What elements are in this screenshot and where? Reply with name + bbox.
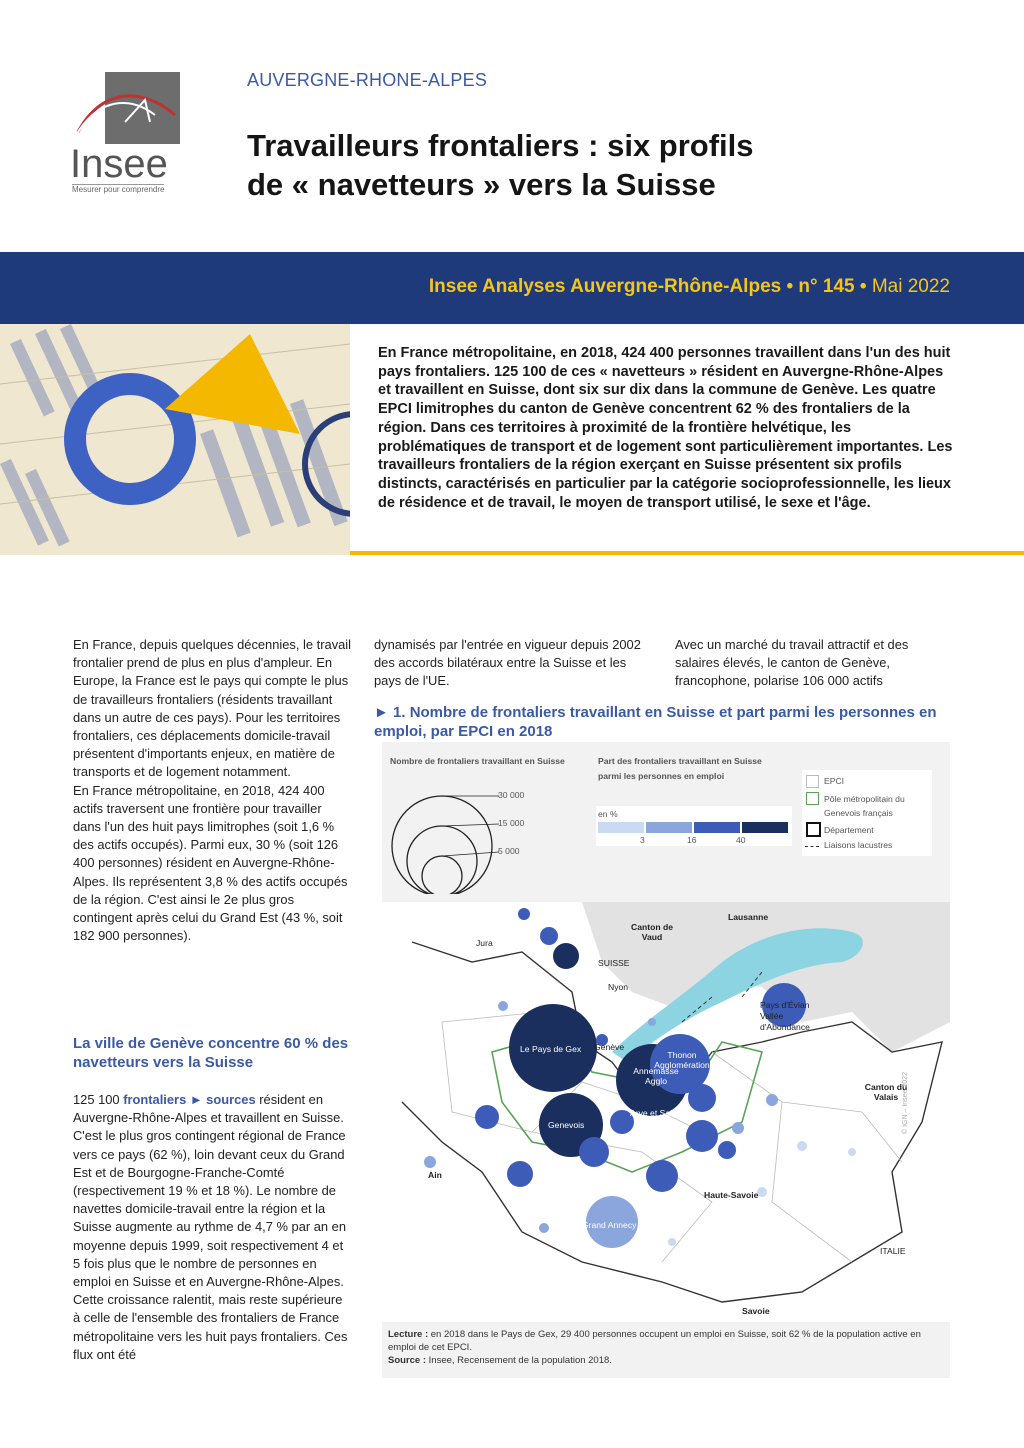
map-label: Ain: [428, 1170, 442, 1180]
figure-title: ► 1. Nombre de frontaliers travaillant en Suisse et part parmi les personnes en emploi, par EPCI en 2018: [374, 704, 937, 740]
legend-label: Pôle métropolitain du Genevois français: [824, 794, 905, 818]
issue-number: n° 145: [798, 276, 855, 297]
map-label: Savoie: [742, 1306, 770, 1316]
color-break: 3: [640, 835, 645, 845]
color-swatch: [646, 822, 692, 833]
lecture-label: Lecture :: [388, 1329, 429, 1340]
region-label: AUVERGNE-RHONE-ALPES: [247, 70, 488, 90]
map-label: Nyon: [608, 982, 629, 992]
sources-link[interactable]: ► sources: [189, 1092, 256, 1107]
legend-label: Département: [824, 825, 874, 835]
column-2-text: dynamisés par l'entrée en vigueur depuis 2002 des accords bilatéraux entre la Suisse et les pays de l'UE.: [374, 637, 641, 689]
lecture-text: en 2018 dans le Pays de Gex, 29 400 personnes occupent un emploi en Suisse, soit 62 % de la population active en emploi de cet EPCI.: [388, 1329, 921, 1353]
glossary-link-frontaliers[interactable]: frontaliers: [123, 1092, 187, 1107]
map-label: Le Pays de Gex: [520, 1044, 582, 1054]
legend-label: Liaisons lacustres: [824, 840, 893, 850]
title-line-1: Travailleurs frontaliers : six profils: [247, 128, 754, 163]
paragraph: En France métropolitaine, en 2018, 424 400 actifs traversent une frontière pour travailler dans l'un des huit pays limitrophes (soit 1,6 % des actifs occupés). Parmi eux, 30 % (soit 126 400 personnes) résident en Auvergne-Rhône-Alpes. Ils représentent 3,8 % des actifs occupés de la région. C'est ainsi le 2e plus gros contingent après celui du Grand Est (43 %, soit 182 900 personnes).: [73, 782, 348, 944]
figure-map-panel: [382, 742, 950, 1378]
hero-divider: [350, 551, 1024, 555]
map-copyright: © IGN – Insee 2022: [902, 1072, 909, 1134]
lead-figure: 125 100: [73, 1092, 120, 1107]
color-legend-unit: en %: [598, 809, 618, 819]
source-label: Source :: [388, 1355, 427, 1366]
size-legend-title: Nombre de frontaliers travaillant en Suisse: [390, 756, 565, 766]
color-break: 40: [736, 835, 746, 845]
epci-swatch: [806, 775, 819, 788]
map-label: Le Grand Annecy: [570, 1220, 637, 1230]
map-label: Jura: [476, 938, 493, 948]
column-3-text: Avec un marché du travail attractif et des salaires élevés, le canton de Genève, francophone, polarise 106 000 actifs: [675, 637, 909, 689]
color-break: 16: [687, 835, 697, 845]
color-swatch: [742, 822, 788, 833]
size-legend-value: 15 000: [498, 818, 525, 828]
page-title: [247, 126, 887, 204]
departement-swatch: [806, 822, 821, 837]
logo-tagline: Mesurer pour comprendre: [72, 185, 165, 194]
map-label: Thonon Agglomération: [654, 1050, 710, 1070]
size-legend-value: 30 000: [498, 790, 525, 800]
map-label: Annemasse Agglo: [633, 1066, 679, 1086]
map-label: Lausanne: [728, 912, 769, 922]
insee-logo: [70, 70, 185, 200]
symbol-legend: [802, 770, 932, 856]
figure-notes: [388, 1328, 944, 1367]
map-label: Arve et Salève: [630, 1108, 686, 1118]
logo-wordmark: Insee: [70, 142, 168, 186]
lake-link-swatch: [805, 846, 819, 847]
size-legend: [387, 784, 547, 894]
map-label: Genevois: [548, 1120, 585, 1130]
color-swatch: [598, 822, 644, 833]
color-swatch: [694, 822, 740, 833]
map-label: Haute-Savoie: [704, 1190, 759, 1200]
publication-info: [429, 276, 950, 298]
abstract: En France métropolitaine, en 2018, 424 400 personnes travaillent dans l'un des huit pays frontaliers. 125 100 de ces « navetteurs » résident en Auvergne-Rhône-Alpes et travaillent en Suisse, dont six sur dix dans la commune de Genève. Les quatre EPCI limitrophes du canton de Genève concentrent 62 % des frontaliers de la région. Dans ces territoires à proximité de la frontière helvétique, les problématiques de transport et de logement sont particulièrement importantes. Les travailleurs frontaliers de la région exerçant en Suisse présentent six profils distincts, caractérisés en particulier par la catégorie socioprofessionnelle, les lieux de résidence et de travail, le moyen de transport utilisé, le sexe et l'âge.: [378, 345, 953, 511]
issue-date: Mai 2022: [871, 276, 950, 297]
color-legend-box: [596, 806, 792, 846]
column-1-section-text: [73, 1091, 353, 1364]
title-line-2: de « navetteurs » vers la Suisse: [247, 167, 716, 202]
map-label: Canton de Vaud: [630, 922, 673, 942]
pole-swatch: [806, 792, 819, 805]
separator: •: [859, 276, 867, 297]
column-1-text: [73, 636, 353, 945]
paragraph-rest: résident en Auvergne-Rhône-Alpes et travaillent en Suisse. C'est le plus gros contingent régional de France vers ce pays (62 %), loin devant ceux du Grand Est et de Bourgogne-Franche-Comté (respectivement 19 % et 18 %). Le nombre de navettes domicile-travail entre la région et la Suisse augmente au rythme de 4,7 % par an en moyenne depuis 1999, soit respectivement 4 et 5 fois plus que le nombre de personnes en emploi en Suisse et en Auvergne-Rhône-Alpes. Cette croissance ralentit, mais reste supérieure à celle de l'ensemble des frontaliers de France métropolitaine vers les huit pays frontaliers. Ces flux ont été: [73, 1092, 348, 1362]
size-legend-value: 5 000: [498, 846, 520, 856]
series-name: Insee Analyses Auvergne-Rhône-Alpes: [428, 276, 782, 297]
map-label: Genève: [594, 1042, 625, 1052]
source-text: Insee, Recensement de la population 2018.: [428, 1355, 612, 1366]
map-label: Canton du Valais: [864, 1082, 908, 1102]
color-legend-title: Part des frontaliers travaillant en Suisse parmi les personnes en emploi: [598, 756, 762, 781]
separator: •: [786, 276, 794, 297]
legend-label: EPCI: [824, 776, 845, 786]
hero-illustration: [0, 324, 350, 555]
map-label: SUISSE: [598, 958, 630, 968]
map-label: ITALIE: [880, 1246, 906, 1256]
section-heading: La ville de Genève concentre 60 % des navetteurs vers la Suisse: [73, 1035, 349, 1071]
map-label: Pays d'Évian Vallée d'Abondance: [760, 1000, 810, 1032]
paragraph: En France, depuis quelques décennies, le travail frontalier prend de plus en plus d'ampleur. En Europe, la France est le pays qui compte le plus de travailleurs frontaliers (résidents travaillant dans un autre de ces pays). Pour les territoires frontaliers, ces déplacements domicile-travail présentent d'importants enjeux, en matière de transports et de logement notamment.: [73, 637, 352, 780]
